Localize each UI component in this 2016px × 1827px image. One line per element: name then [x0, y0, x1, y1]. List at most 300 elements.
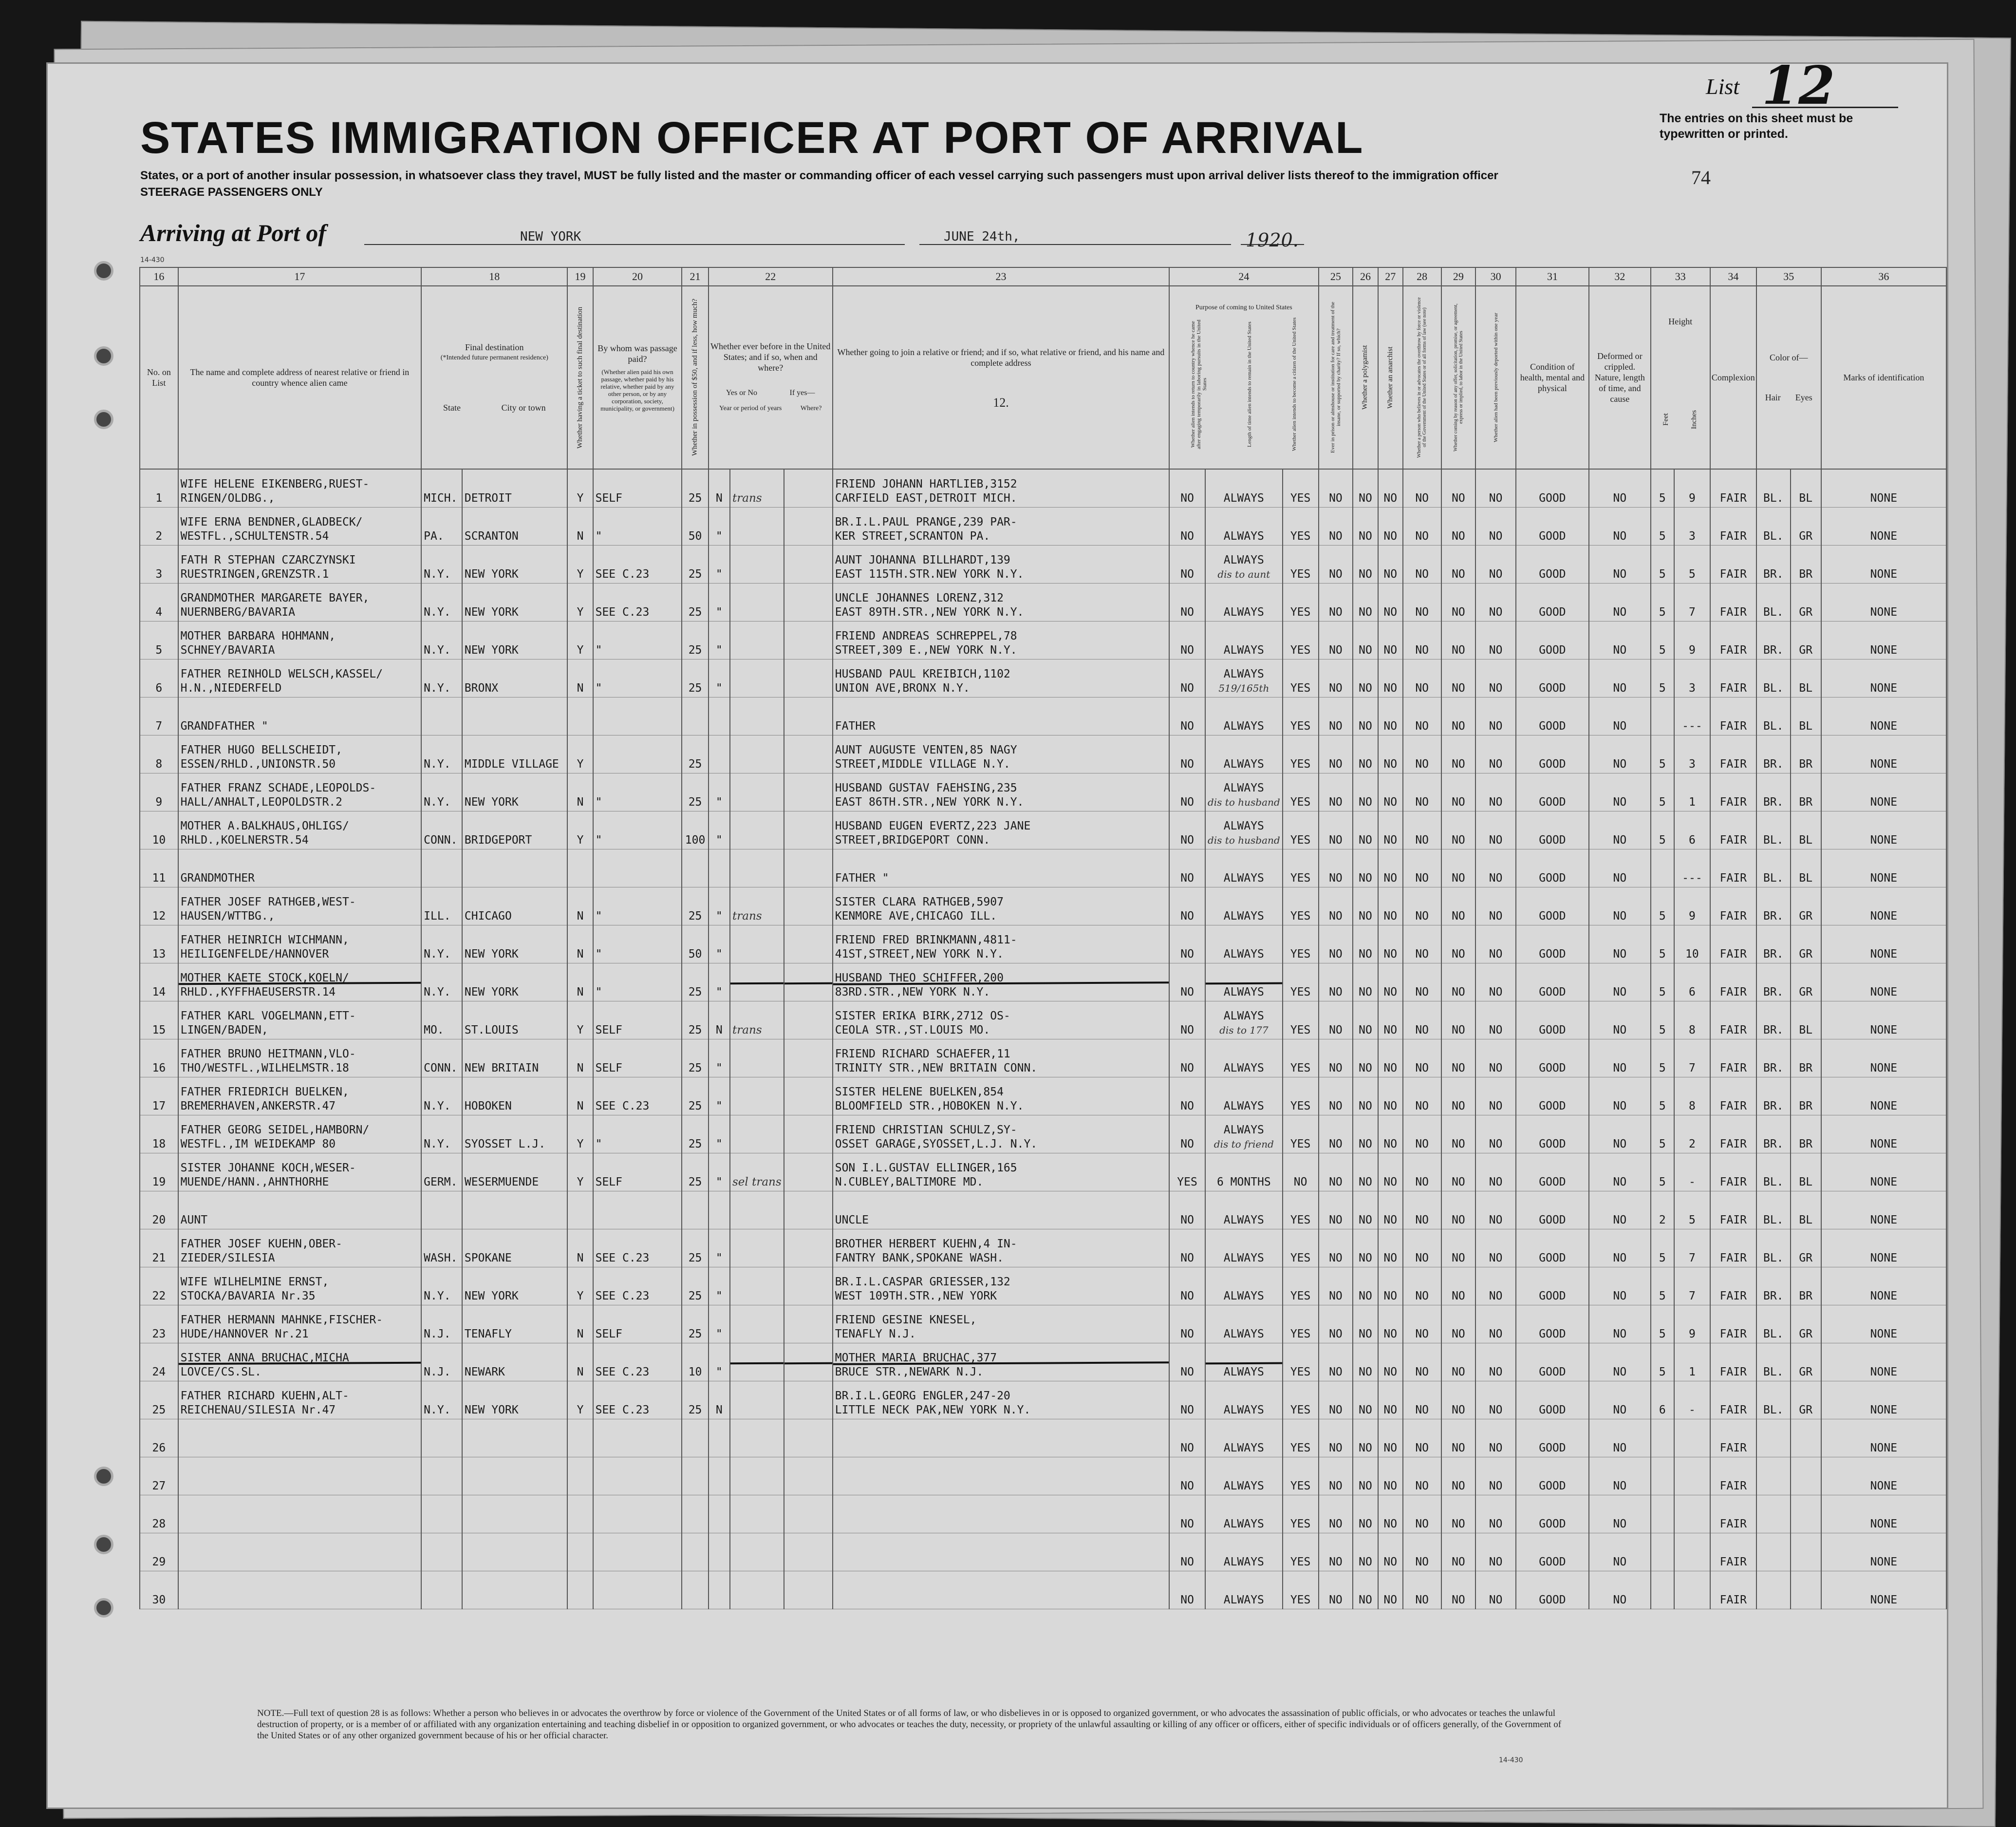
- before-in-us: N: [709, 1381, 730, 1419]
- money-amount: 25: [682, 1077, 708, 1115]
- purpose-length-value: ALWAYS: [1223, 1252, 1264, 1264]
- joining-relative-line2: EAST 115TH.STR.NEW YORK N.Y.: [835, 568, 1024, 581]
- manifest-table: [139, 267, 1947, 1609]
- complexion: FAIR: [1710, 963, 1756, 1001]
- health-condition: GOOD: [1516, 773, 1589, 811]
- row-number: 29: [140, 1533, 178, 1571]
- column-number: 25: [1319, 267, 1353, 286]
- deformed-flag: NO: [1589, 1077, 1651, 1115]
- purpose-citizen: YES: [1283, 773, 1319, 811]
- dest-state: N.Y.: [421, 546, 462, 584]
- deformed-flag: NO: [1589, 1267, 1651, 1305]
- complexion: FAIR: [1710, 1571, 1756, 1609]
- prison-flag: NO: [1319, 622, 1353, 659]
- deported-flag: NO: [1475, 1039, 1516, 1077]
- relative-address-line2: RUESTRINGEN,GRENZSTR.1: [180, 568, 329, 581]
- anarchist-flag: NO: [1378, 1077, 1403, 1115]
- complexion: FAIR: [1710, 1267, 1756, 1305]
- complexion: FAIR: [1710, 584, 1756, 622]
- joining-relative: [833, 1305, 1169, 1343]
- deformed-flag: NO: [1589, 546, 1651, 584]
- health-condition: GOOD: [1516, 887, 1589, 925]
- relative-address: [178, 622, 422, 659]
- hair-color: BR.: [1756, 887, 1791, 925]
- overthrow-flag: NO: [1403, 1343, 1441, 1381]
- relative-address: [178, 659, 422, 697]
- health-condition: GOOD: [1516, 1533, 1589, 1571]
- relative-address-line1: FATH R STEPHAN CZARCZYNSKI: [180, 554, 356, 566]
- column-number: 34: [1710, 267, 1756, 286]
- row-number: 28: [140, 1495, 178, 1533]
- prison-flag: NO: [1319, 887, 1353, 925]
- deformed-flag: NO: [1589, 1229, 1651, 1267]
- ticket-flag: N: [567, 1229, 593, 1267]
- column-number: 23: [833, 267, 1169, 286]
- column-number: 35: [1756, 267, 1821, 286]
- before-where: [784, 1343, 833, 1381]
- purpose-length: [1205, 887, 1283, 925]
- money-amount: 25: [682, 1001, 708, 1039]
- money-amount: 25: [682, 963, 708, 1001]
- overthrow-flag: NO: [1403, 887, 1441, 925]
- dest-city: DETROIT: [462, 469, 568, 508]
- ticket-flag: N: [567, 925, 593, 963]
- passage-paid-by: [593, 1571, 682, 1609]
- before-where: [784, 1571, 833, 1609]
- identification-marks: NONE: [1821, 508, 1946, 546]
- deformed-flag: NO: [1589, 1343, 1651, 1381]
- hair-color: BR.: [1756, 735, 1791, 773]
- money-amount: 25: [682, 1267, 708, 1305]
- passage-paid-by: SELF: [593, 469, 682, 508]
- passage-paid-by: SEE C.23: [593, 1267, 682, 1305]
- overthrow-flag: NO: [1403, 1001, 1441, 1039]
- prison-flag: NO: [1319, 1267, 1353, 1305]
- eye-color: [1791, 1533, 1821, 1571]
- relative-address: [178, 1495, 422, 1533]
- header-polygamist-text: Whether a polygamist: [1361, 345, 1369, 410]
- complexion: FAIR: [1710, 546, 1756, 584]
- identification-marks: NONE: [1821, 887, 1946, 925]
- height-feet: 5: [1651, 546, 1674, 584]
- joining-relative-line2: LITTLE NECK PAK,NEW YORK N.Y.: [835, 1404, 1031, 1416]
- anarchist-flag: NO: [1378, 811, 1403, 849]
- purpose-length: [1205, 1457, 1283, 1495]
- relative-address: [178, 963, 422, 1001]
- money-amount: 50: [682, 508, 708, 546]
- joining-relative-line2: STREET,309 E.,NEW YORK N.Y.: [835, 644, 1017, 657]
- polygamist-flag: NO: [1353, 546, 1378, 584]
- row-number: 24: [140, 1343, 178, 1381]
- before-where: [784, 659, 833, 697]
- prison-flag: NO: [1319, 1343, 1353, 1381]
- purpose-length-value: ALWAYS: [1223, 1290, 1264, 1302]
- purpose-length-value: ALWAYS: [1223, 986, 1264, 998]
- header-relative-in-country: The name and complete address of nearest relative or friend in country whence alien came: [178, 286, 422, 469]
- before-years: [730, 697, 784, 735]
- ticket-flag: Y: [567, 1001, 593, 1039]
- ticket-flag: N: [567, 1343, 593, 1381]
- before-in-us: ": [709, 659, 730, 697]
- purpose-citizen: YES: [1283, 887, 1319, 925]
- joining-relative-line2: 41ST,STREET,NEW YORK N.Y.: [835, 948, 1004, 961]
- dest-city: TENAFLY: [462, 1305, 568, 1343]
- purpose-citizen: YES: [1283, 1229, 1319, 1267]
- passage-paid-by: SEE C.23: [593, 546, 682, 584]
- eye-color: BL: [1791, 849, 1821, 887]
- money-amount: 25: [682, 887, 708, 925]
- before-in-us: N: [709, 469, 730, 508]
- ticket-flag: Y: [567, 1381, 593, 1419]
- complexion: FAIR: [1710, 1001, 1756, 1039]
- relative-address-line1: FATHER JOSEF RATHGEB,WEST-: [180, 896, 356, 908]
- dest-city: SPOKANE: [462, 1229, 568, 1267]
- money-amount: 25: [682, 659, 708, 697]
- hair-color: [1756, 1571, 1791, 1609]
- deformed-flag: NO: [1589, 735, 1651, 773]
- joining-relative-line2: EAST 86TH.STR.,NEW YORK N.Y.: [835, 796, 1024, 809]
- complexion: FAIR: [1710, 1457, 1756, 1495]
- relative-address: [178, 469, 422, 508]
- deformed-flag: NO: [1589, 1191, 1651, 1229]
- purpose-temporary: NO: [1169, 659, 1205, 697]
- joining-relative: [833, 963, 1169, 1001]
- purpose-length-value: ALWAYS: [1223, 1518, 1264, 1530]
- header-color-title: Color of—: [1770, 353, 1808, 362]
- dest-state: PA.: [421, 508, 462, 546]
- ticket-flag: [567, 1191, 593, 1229]
- before-where: [784, 1305, 833, 1343]
- height-feet: 5: [1651, 887, 1674, 925]
- contract-flag: NO: [1441, 925, 1476, 963]
- relative-address-line2: SCHNEY/BAVARIA: [180, 644, 275, 657]
- height-feet: 5: [1651, 1267, 1674, 1305]
- table-row: [140, 1077, 1946, 1115]
- overthrow-flag: NO: [1403, 1077, 1441, 1115]
- polygamist-flag: NO: [1353, 1039, 1378, 1077]
- dest-city: NEW YORK: [462, 546, 568, 584]
- before-where: [784, 1191, 833, 1229]
- strikethrough-line: [730, 1362, 784, 1364]
- eye-color: BL: [1791, 1001, 1821, 1039]
- complexion: FAIR: [1710, 1153, 1756, 1191]
- header-height-title: Height: [1668, 317, 1693, 326]
- ticket-flag: Y: [567, 1153, 593, 1191]
- anarchist-flag: NO: [1378, 1571, 1403, 1609]
- joining-relative-line1: SON I.L.GUSTAV ELLINGER,165: [835, 1162, 1017, 1174]
- joining-relative: [833, 735, 1169, 773]
- anarchist-flag: NO: [1378, 1533, 1403, 1571]
- dest-state: WASH.: [421, 1229, 462, 1267]
- passage-paid-by: SELF: [593, 1153, 682, 1191]
- money-amount: 25: [682, 469, 708, 508]
- joining-relative-line1: UNCLE JOHANNES LORENZ,312: [835, 592, 1004, 604]
- before-where: [784, 1115, 833, 1153]
- passage-paid-by: ": [593, 963, 682, 1001]
- overthrow-flag: NO: [1403, 1457, 1441, 1495]
- header-purpose-c: Whether alien intends to become a citizen of the United States: [1291, 317, 1298, 452]
- dest-city: SCRANTON: [462, 508, 568, 546]
- money-amount: 25: [682, 622, 708, 659]
- deformed-flag: NO: [1589, 1039, 1651, 1077]
- hair-color: BR.: [1756, 1001, 1791, 1039]
- deported-flag: NO: [1475, 1419, 1516, 1457]
- purpose-temporary: NO: [1169, 773, 1205, 811]
- purpose-citizen: YES: [1283, 1001, 1319, 1039]
- money-amount: [682, 1571, 708, 1609]
- ticket-flag: N: [567, 659, 593, 697]
- overthrow-flag: NO: [1403, 1495, 1441, 1533]
- before-years: [730, 622, 784, 659]
- before-years: [730, 584, 784, 622]
- list-number: 12: [1762, 62, 1835, 116]
- before-where: [784, 849, 833, 887]
- deformed-flag: NO: [1589, 1419, 1651, 1457]
- money-amount: 50: [682, 925, 708, 963]
- purpose-length-value: ALWAYS: [1223, 820, 1264, 832]
- ticket-flag: Y: [567, 546, 593, 584]
- passage-paid-by: ": [593, 887, 682, 925]
- ticket-flag: Y: [567, 735, 593, 773]
- before-years: [730, 1229, 784, 1267]
- deported-flag: NO: [1475, 1343, 1516, 1381]
- row-number: 14: [140, 963, 178, 1001]
- height-inches: 1: [1674, 773, 1710, 811]
- relative-address-line1: FATHER BRUNO HEITMANN,VLO-: [180, 1048, 356, 1060]
- joining-relative-line1: SISTER CLARA RATHGEB,5907: [835, 896, 1004, 908]
- column-number: 16: [140, 267, 178, 286]
- purpose-temporary: NO: [1169, 1457, 1205, 1495]
- dest-state: [421, 697, 462, 735]
- height-inches: 8: [1674, 1001, 1710, 1039]
- hair-color: BR.: [1756, 1077, 1791, 1115]
- anarchist-flag: NO: [1378, 1001, 1403, 1039]
- height-feet: 6: [1651, 1381, 1674, 1419]
- purpose-length: [1205, 508, 1283, 546]
- table-row: [140, 697, 1946, 735]
- purpose-length: [1205, 1571, 1283, 1609]
- polygamist-flag: NO: [1353, 849, 1378, 887]
- relative-address-line2: RHLD.,KYFFHAEUSERSTR.14: [180, 986, 336, 998]
- eye-color: BR: [1791, 546, 1821, 584]
- column-number: 31: [1516, 267, 1589, 286]
- height-inches: -: [1674, 1381, 1710, 1419]
- deported-flag: NO: [1475, 622, 1516, 659]
- joining-relative-line2: OSSET GARAGE,SYOSSET,L.J. N.Y.: [835, 1138, 1038, 1150]
- header-deported: [1475, 286, 1516, 469]
- health-condition: GOOD: [1516, 1153, 1589, 1191]
- passage-paid-by: SEE C.23: [593, 1343, 682, 1381]
- polygamist-flag: NO: [1353, 1229, 1378, 1267]
- table-row: [140, 1267, 1946, 1305]
- height-inches: -: [1674, 1153, 1710, 1191]
- purpose-length: [1205, 697, 1283, 735]
- passage-paid-by: SEE C.23: [593, 1381, 682, 1419]
- ticket-flag: N: [567, 1077, 593, 1115]
- polygamist-flag: NO: [1353, 469, 1378, 508]
- row-number: 25: [140, 1381, 178, 1419]
- passage-paid-by: SELF: [593, 1001, 682, 1039]
- height-inches: 6: [1674, 811, 1710, 849]
- dest-city: NEW YORK: [462, 584, 568, 622]
- hair-color: [1756, 1419, 1791, 1457]
- table-row: [140, 887, 1946, 925]
- height-inches: 7: [1674, 1229, 1710, 1267]
- deported-flag: NO: [1475, 963, 1516, 1001]
- header-inches: Inches: [1690, 410, 1699, 429]
- dest-state: [421, 1191, 462, 1229]
- before-in-us: ": [709, 1039, 730, 1077]
- health-condition: GOOD: [1516, 1229, 1589, 1267]
- anarchist-flag: NO: [1378, 584, 1403, 622]
- polygamist-flag: NO: [1353, 811, 1378, 849]
- purpose-length: [1205, 1381, 1283, 1419]
- eye-color: BL: [1791, 469, 1821, 508]
- deported-flag: NO: [1475, 1001, 1516, 1039]
- overthrow-flag: NO: [1403, 1571, 1441, 1609]
- purpose-temporary: NO: [1169, 1495, 1205, 1533]
- polygamist-flag: NO: [1353, 963, 1378, 1001]
- before-where: [784, 1039, 833, 1077]
- money-amount: 25: [682, 773, 708, 811]
- polygamist-flag: NO: [1353, 1381, 1378, 1419]
- prison-flag: NO: [1319, 1381, 1353, 1419]
- deformed-flag: NO: [1589, 1305, 1651, 1343]
- dest-city: [462, 1495, 568, 1533]
- health-condition: GOOD: [1516, 622, 1589, 659]
- money-amount: [682, 1191, 708, 1229]
- header-before-us: [709, 286, 833, 469]
- polygamist-flag: NO: [1353, 1571, 1378, 1609]
- joining-relative: [833, 469, 1169, 508]
- passage-paid-by: SEE C.23: [593, 1077, 682, 1115]
- table-row: [140, 659, 1946, 697]
- hair-color: [1756, 1533, 1791, 1571]
- joining-relative-line1: HUSBAND EUGEN EVERTZ,223 JANE: [835, 820, 1031, 832]
- relative-address-line1: FATHER HUGO BELLSCHEIDT,: [180, 744, 342, 756]
- contract-flag: NO: [1441, 1077, 1476, 1115]
- purpose-citizen: YES: [1283, 659, 1319, 697]
- purpose-length-value: ALWAYS: [1223, 1556, 1264, 1568]
- joining-relative-line2: N.CUBLEY,BALTIMORE MD.: [835, 1176, 984, 1188]
- money-amount: 25: [682, 584, 708, 622]
- hair-color: BL.: [1756, 1305, 1791, 1343]
- dest-state: N.Y.: [421, 1077, 462, 1115]
- height-inches: 9: [1674, 469, 1710, 508]
- prison-flag: NO: [1319, 1077, 1353, 1115]
- polygamist-flag: NO: [1353, 1115, 1378, 1153]
- relative-address-line2: BREMERHAVEN,ANKERSTR.47: [180, 1100, 336, 1112]
- complexion: FAIR: [1710, 697, 1756, 735]
- height-inches: [1674, 1571, 1710, 1609]
- hair-color: BR.: [1756, 546, 1791, 584]
- overthrow-flag: NO: [1403, 659, 1441, 697]
- height-feet: [1651, 1419, 1674, 1457]
- polygamist-flag: NO: [1353, 1419, 1378, 1457]
- relative-address: [178, 1457, 422, 1495]
- prison-flag: NO: [1319, 546, 1353, 584]
- header-ticket-text: Whether having a ticket to such final destination: [576, 306, 584, 449]
- typewritten-note: The entries on this sheet must be typewritten or printed.: [1660, 112, 1853, 141]
- row-number: 8: [140, 735, 178, 773]
- before-years: [730, 1495, 784, 1533]
- anarchist-flag: NO: [1378, 963, 1403, 1001]
- deformed-flag: NO: [1589, 849, 1651, 887]
- purpose-temporary: NO: [1169, 963, 1205, 1001]
- purpose-temporary: NO: [1169, 546, 1205, 584]
- height-inches: ---: [1674, 697, 1710, 735]
- height-inches: 2: [1674, 1115, 1710, 1153]
- strikethrough-line: [784, 982, 832, 984]
- relative-address: [178, 584, 422, 622]
- purpose-temporary: NO: [1169, 1267, 1205, 1305]
- dest-city: MIDDLE VILLAGE: [462, 735, 568, 773]
- before-where: [784, 1495, 833, 1533]
- deported-flag: NO: [1475, 1305, 1516, 1343]
- purpose-temporary: NO: [1169, 1305, 1205, 1343]
- contract-flag: NO: [1441, 1457, 1476, 1495]
- identification-marks: NONE: [1821, 1229, 1946, 1267]
- row-number: 30: [140, 1571, 178, 1609]
- deformed-flag: NO: [1589, 1153, 1651, 1191]
- column-number: 21: [682, 267, 708, 286]
- hair-color: BL.: [1756, 849, 1791, 887]
- column-number: 29: [1441, 267, 1476, 286]
- relative-address: [178, 1001, 422, 1039]
- height-inches: 1: [1674, 1343, 1710, 1381]
- strikethrough-line: [1206, 982, 1282, 984]
- deformed-flag: NO: [1589, 1457, 1651, 1495]
- row-number: 27: [140, 1457, 178, 1495]
- relative-address-line2: ZIEDER/SILESIA: [180, 1252, 275, 1264]
- height-inches: 9: [1674, 887, 1710, 925]
- before-where: [784, 773, 833, 811]
- identification-marks: NONE: [1821, 811, 1946, 849]
- purpose-citizen: YES: [1283, 622, 1319, 659]
- eye-color: BR: [1791, 1039, 1821, 1077]
- eye-color: GR: [1791, 622, 1821, 659]
- complexion: FAIR: [1710, 1191, 1756, 1229]
- relative-address: [178, 1191, 422, 1229]
- joining-relative-line2: KER STREET,SCRANTON PA.: [835, 530, 990, 543]
- page-title: STATES IMMIGRATION OFFICER AT PORT OF ARRIVAL: [140, 113, 1364, 163]
- dest-state: N.Y.: [421, 1115, 462, 1153]
- before-where: [784, 811, 833, 849]
- hair-color: BR.: [1756, 773, 1791, 811]
- port-line: [364, 244, 905, 245]
- relative-address-line1: FATHER KARL VOGELMANN,ETT-: [180, 1010, 356, 1022]
- polygamist-flag: NO: [1353, 584, 1378, 622]
- health-condition: GOOD: [1516, 508, 1589, 546]
- height-inches: [1674, 1533, 1710, 1571]
- health-condition: GOOD: [1516, 1419, 1589, 1457]
- dest-city: HOBOKEN: [462, 1077, 568, 1115]
- anarchist-flag: NO: [1378, 1191, 1403, 1229]
- identification-marks: NONE: [1821, 773, 1946, 811]
- health-condition: GOOD: [1516, 1343, 1589, 1381]
- before-years: [730, 508, 784, 546]
- purpose-length-value: ALWAYS: [1223, 910, 1264, 923]
- identification-marks: NONE: [1821, 659, 1946, 697]
- binder-hole: [94, 1467, 113, 1486]
- dest-state: [421, 1457, 462, 1495]
- identification-marks: NONE: [1821, 1115, 1946, 1153]
- joining-relative: [833, 1419, 1169, 1457]
- before-years: [730, 1267, 784, 1305]
- purpose-temporary: NO: [1169, 1419, 1205, 1457]
- relative-address-line1: WIFE ERNA BENDNER,GLADBECK/: [180, 516, 363, 528]
- before-in-us: ": [709, 546, 730, 584]
